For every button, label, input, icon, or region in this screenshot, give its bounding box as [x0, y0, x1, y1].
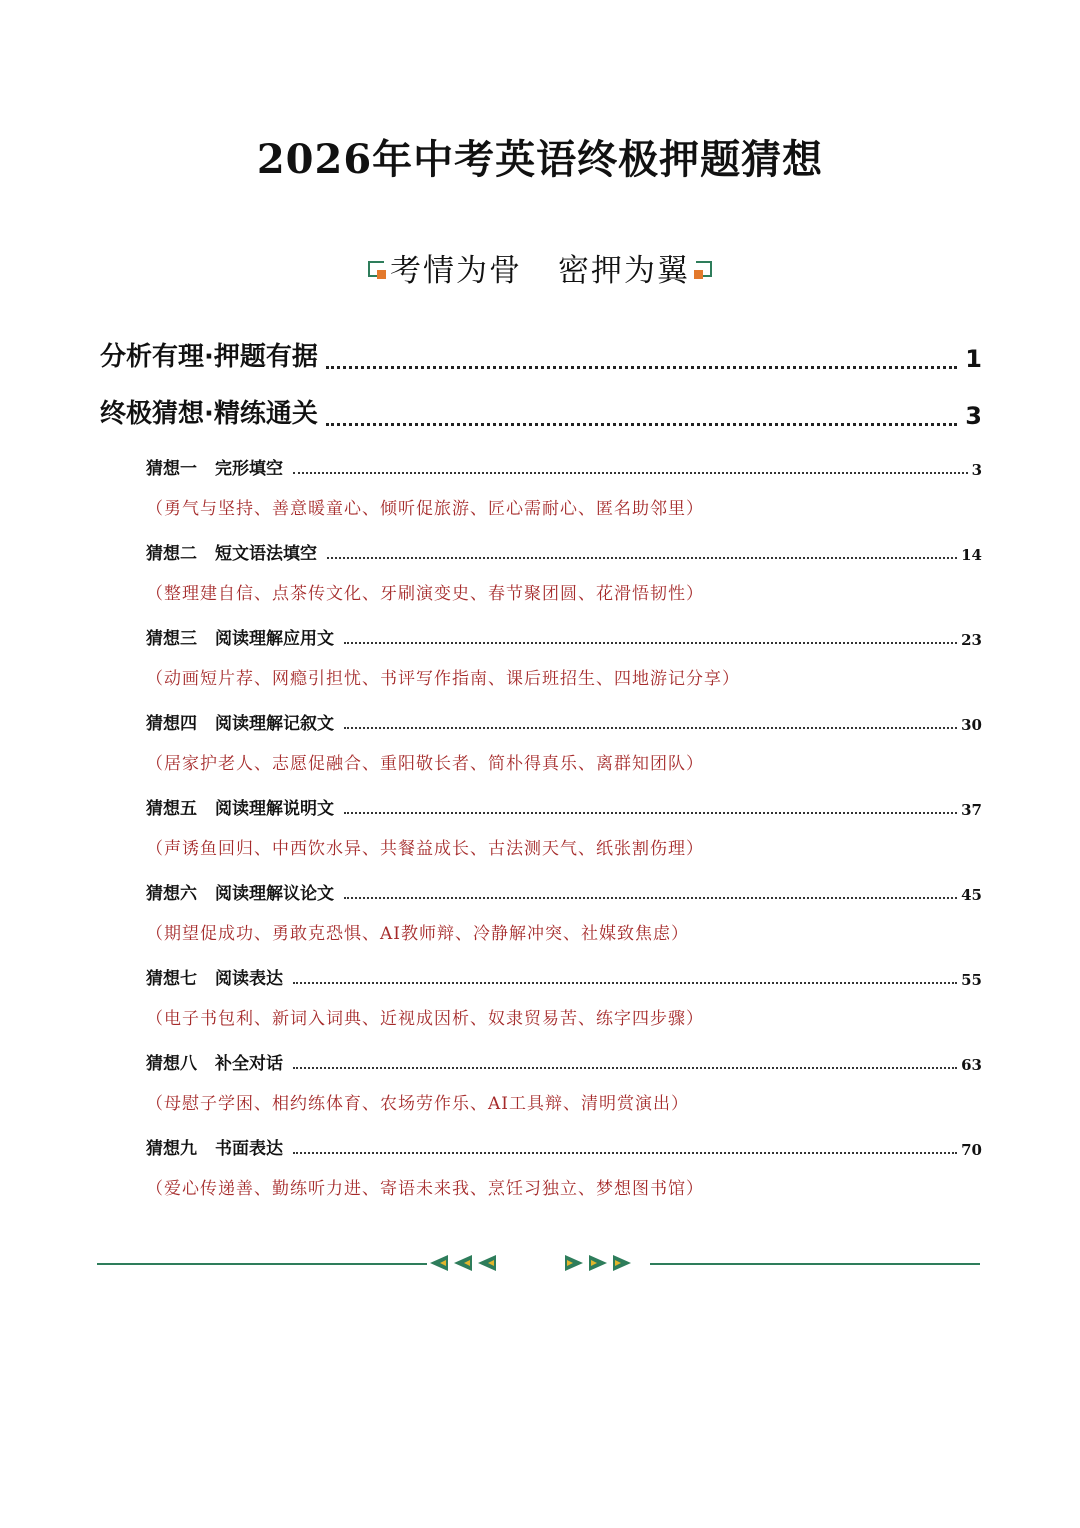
- dot-leader: [293, 1152, 957, 1154]
- toc-main-label: 终极猜想·精练通关: [100, 399, 318, 429]
- toc-item-title: 短文语法填空: [215, 544, 317, 564]
- toc-item[interactable]: [146, 1048, 982, 1074]
- dot-leader: [344, 727, 957, 729]
- dot-leader: [293, 982, 957, 984]
- divider-line: [97, 1263, 427, 1265]
- toc-item-number: 猜想一: [146, 459, 197, 479]
- dot-leader: [293, 472, 968, 474]
- toc-page-number: 45: [961, 886, 982, 904]
- toc-item-topics: （声诱鱼回归、中西饮水异、共餐益成长、古法测天气、纸张割伤理）: [146, 839, 704, 859]
- toc-item-number: 猜想七: [146, 969, 197, 989]
- toc-item-number: 猜想三: [146, 629, 197, 649]
- toc-item-topics: （母慰子学困、相约练体育、农场劳作乐、AI工具辩、清明赏演出）: [146, 1094, 689, 1114]
- toc-item-topics: （整理建自信、点茶传文化、牙刷演变史、春节聚团圆、花滑悟韧性）: [146, 584, 704, 604]
- corner-ornament-icon: [368, 261, 386, 279]
- toc-main-label: 分析有理·押题有据: [100, 342, 318, 372]
- toc-item[interactable]: [146, 963, 982, 989]
- dot-leader: [293, 1067, 957, 1069]
- toc-item-number: 猜想四: [146, 714, 197, 734]
- toc-item-title: 书面表达: [215, 1139, 283, 1159]
- toc-page-number: 30: [961, 716, 982, 734]
- toc-item-number: 猜想八: [146, 1054, 197, 1074]
- toc-item-topics: （爱心传递善、勤练听力进、寄语未来我、烹饪习独立、梦想图书馆）: [146, 1179, 704, 1199]
- subtitle-left: 考情为骨: [390, 253, 522, 289]
- toc-main-entry[interactable]: [100, 333, 982, 373]
- dot-leader: [327, 557, 957, 559]
- dot-leader: [344, 897, 957, 899]
- toc-item-number: 猜想六: [146, 884, 197, 904]
- toc-item-title: 阅读理解记叙文: [215, 714, 334, 734]
- toc-page-number: 3: [971, 461, 982, 479]
- toc-page-number: 1: [965, 345, 982, 373]
- toc-item-topics: （期望促成功、勇敢克恐惧、AI教师辩、冷静解冲突、社媒致焦虑）: [146, 924, 689, 944]
- toc-page-number: 14: [961, 546, 982, 564]
- dot-leader: [344, 812, 957, 814]
- dot-leader: [326, 423, 957, 426]
- toc-item-title: 阅读理解说明文: [215, 799, 334, 819]
- dot-leader: [326, 366, 957, 369]
- toc-item[interactable]: [146, 708, 982, 734]
- subtitle-right: 密押为翼: [558, 253, 690, 289]
- corner-ornament-icon: [694, 261, 712, 279]
- toc-page-number: 63: [961, 1056, 982, 1074]
- toc-item-topics: （电子书包利、新词入词典、近视成因析、奴隶贸易苦、练字四步骤）: [146, 1009, 704, 1029]
- toc-page-number: 3: [965, 402, 982, 430]
- divider-line: [650, 1263, 980, 1265]
- toc-item[interactable]: [146, 623, 982, 649]
- toc-item[interactable]: [146, 453, 982, 479]
- toc-item-title: 完形填空: [215, 459, 283, 479]
- toc-page-number: 70: [961, 1141, 982, 1159]
- toc-item[interactable]: [146, 878, 982, 904]
- toc-item[interactable]: [146, 1133, 982, 1159]
- toc-item-title: 阅读表达: [215, 969, 283, 989]
- footer-divider: [97, 1250, 980, 1278]
- toc-item-number: 猜想五: [146, 799, 197, 819]
- toc-item-number: 猜想九: [146, 1139, 197, 1159]
- toc-item[interactable]: [146, 793, 982, 819]
- left-arrows-icon: [430, 1255, 496, 1271]
- right-arrows-icon: [565, 1255, 631, 1271]
- toc-item-topics: （勇气与坚持、善意暖童心、倾听促旅游、匠心需耐心、匿名助邻里）: [146, 499, 704, 519]
- toc-item-title: 阅读理解应用文: [215, 629, 334, 649]
- toc-page-number: 23: [961, 631, 982, 649]
- toc-item[interactable]: [146, 538, 982, 564]
- toc-item-topics: （动画短片荐、网瘾引担忧、书评写作指南、课后班招生、四地游记分享）: [146, 669, 740, 689]
- toc-item-title: 补全对话: [215, 1054, 283, 1074]
- subtitle: [0, 245, 1080, 290]
- toc-item-topics: （居家护老人、志愿促融合、重阳敬长者、简朴得真乐、离群知团队）: [146, 754, 704, 774]
- toc-item-title: 阅读理解议论文: [215, 884, 334, 904]
- toc-main-entry[interactable]: [100, 390, 982, 430]
- toc-page-number: 37: [961, 801, 982, 819]
- dot-leader: [344, 642, 957, 644]
- page-title: 2026年中考英语终极押题猜想: [256, 136, 824, 183]
- toc-item-number: 猜想二: [146, 544, 197, 564]
- toc-page-number: 55: [961, 971, 982, 989]
